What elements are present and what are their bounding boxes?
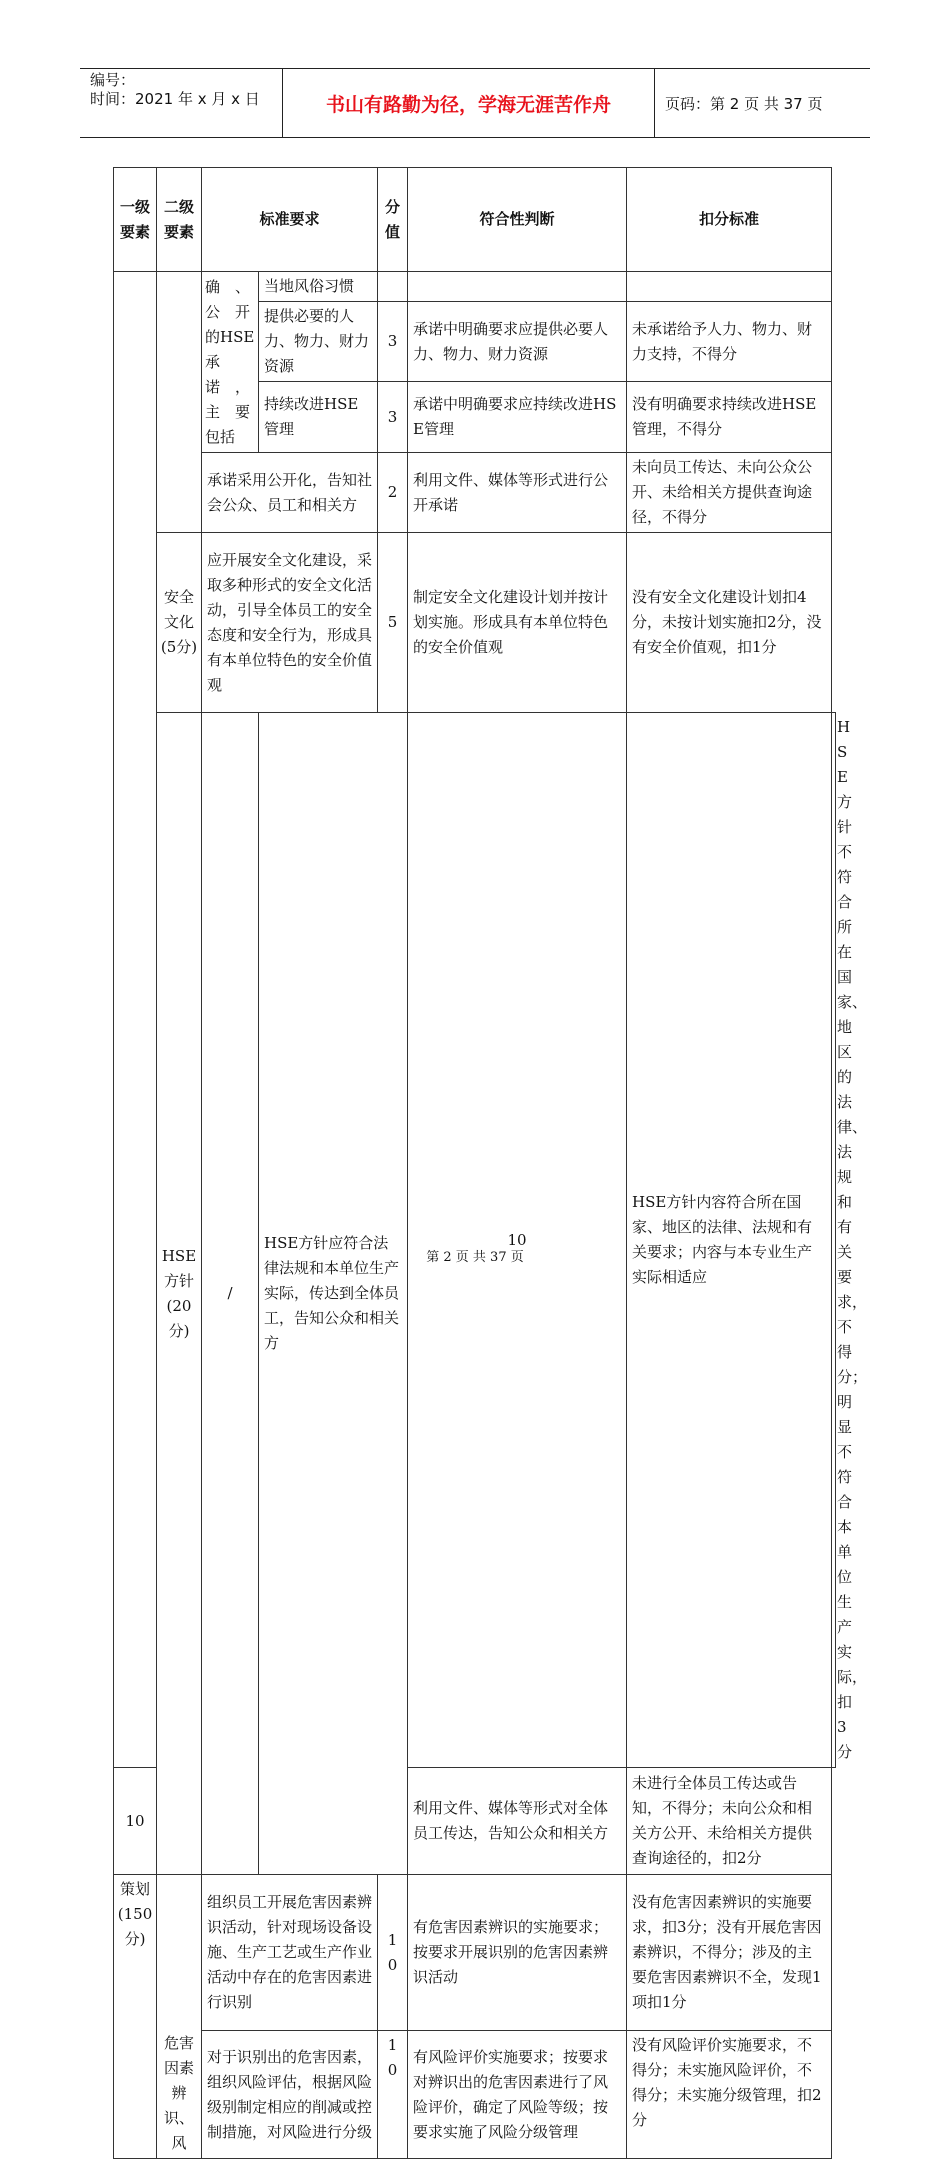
cell-compliance: 利用文件、媒体等形式进行公开承诺 [408, 453, 627, 533]
cell-level2: 危害因素辨识、风 [157, 1875, 202, 2159]
table-row [114, 2031, 836, 2159]
table-header-row [114, 168, 836, 272]
cell-deduction: 未向员工传达、未向公众公开、未给相关方提供查询途径，不得分 [627, 453, 832, 533]
cell-score: 3 [378, 302, 408, 382]
cell-score: 10 [408, 713, 627, 1768]
cell-standard: HSE方针应符合法律法规和本单位生产实际，传达到全体员工，告知公众和相关方 [259, 713, 408, 1875]
date-text: 时间：2021 年 x 月 x 日 [90, 90, 260, 108]
header-level1: 一级要素 [114, 168, 157, 272]
header-page-number: 页码：第 2 页 共 37 页 [665, 94, 823, 113]
cell-compliance: 有危害因素辨识的实施要求；按要求开展识别的危害因素辨识活动 [408, 1875, 627, 2031]
cell-level2: / [202, 713, 259, 1875]
cell-standard: 应开展安全文化建设，采取多种形式的安全文化活动，引导全体员工的安全态度和安全行为，形成具有本单位特色的安全价值观 [202, 533, 378, 713]
cell-deduction: 未进行全体员工传达或告知，不得分；未向公众和相关方公开、未给相关方提供查询途径的，扣2分 [627, 1768, 832, 1875]
header-compliance: 符合性判断 [408, 168, 627, 272]
evaluation-table [113, 167, 868, 2159]
cell-compliance: 承诺中明确要求应持续改进HSE管理 [408, 382, 627, 453]
cell-score-empty [378, 272, 408, 302]
cell-deduction: 没有安全文化建设计划扣4分，未按计划实施扣2分，没有安全价值观，扣1分 [627, 533, 832, 713]
motto: 书山有路勤为径，学海无涯苦作舟 [283, 69, 655, 137]
cell-subgroup: 确 、公 开的HSE承 诺 ，主 要包括 [202, 272, 259, 453]
cell-compliance: 利用文件、媒体等形式对全体员工传达，告知公众和相关方 [408, 1768, 627, 1875]
cell-item: 当地风俗习惯 [259, 272, 378, 302]
cell-standard: 对于识别出的危害因素，组织风险评估，根据风险级别制定相应的削减或控制措施，对风险进行分级 [202, 2031, 378, 2159]
cell-standard: 承诺采用公开化，告知社会公众、员工和相关方 [202, 453, 378, 533]
header-score: 分值 [378, 168, 408, 272]
cell-deduction: 未承诺给予人力、物力、财力支持，不得分 [627, 302, 832, 382]
cell-level1-empty [114, 272, 157, 1768]
header-meta [80, 69, 283, 137]
cell-score: 10 [378, 1875, 408, 2031]
page-header [80, 68, 870, 138]
cell-compliance: 制定安全文化建设计划并按计划实施。形成具有本单位特色的安全价值观 [408, 533, 627, 713]
table-row [114, 713, 836, 1768]
number-label: 编号： [90, 71, 136, 89]
cell-level2: 安全文化(5分) [157, 533, 202, 713]
cell-deduction: 没有明确要求持续改进HSE管理，不得分 [627, 382, 832, 453]
cell-compliance: 承诺中明确要求应提供必要人力、物力、财力资源 [408, 302, 627, 382]
cell-deduction-empty [627, 272, 832, 302]
cell-compliance: 有风险评价实施要求；按要求对辨识出的危害因素进行了风险评价，确定了风险等级；按要求实施了风险分级管理 [408, 2031, 627, 2159]
table-row [114, 1875, 836, 2031]
cell-standard: 组织员工开展危害因素辨识活动，针对现场设备设施、生产工艺或生产作业活动中存在的危害因素进行识别 [202, 1875, 378, 2031]
cell-item: 持续改进HSE管理 [259, 382, 378, 453]
page-footer: 第 2 页 共 37 页 [426, 1250, 524, 1265]
cell-level1: HSE方针(20分) [157, 713, 202, 1875]
cell-item: 提供必要的人力、物力、财力资源 [259, 302, 378, 382]
header-level2: 二级要素 [157, 168, 202, 272]
cell-deduction: 没有危害因素辨识的实施要求，扣3分；没有开展危害因素辨识，不得分；涉及的主要危害因素辨识不全，发现1项扣1分 [627, 1875, 832, 2031]
cell-score: 2 [378, 453, 408, 533]
table-row [114, 533, 836, 713]
table-row [114, 453, 836, 533]
table-row [114, 272, 836, 302]
cell-score: 3 [378, 382, 408, 453]
cell-score: 10 [114, 1768, 157, 1875]
cell-compliance: HSE方针内容符合所在国家、地区的法律、法规和有关要求；内容与本专业生产实际相适应 [627, 713, 832, 1768]
cell-level2-empty [157, 272, 202, 533]
cell-score: 10 [378, 2031, 408, 2159]
cell-level1: 策划(150分) [114, 1875, 157, 2159]
cell-deduction: HSE方针不符合所在国家、地区的法律、法规和有关要求，不得分；明显不符合本单位生产实际，扣3分 [832, 713, 836, 1768]
cell-deduction: 没有风险评价实施要求，不得分；未实施风险评价，不得分；未实施分级管理，扣2分 [627, 2031, 832, 2159]
cell-score: 5 [378, 533, 408, 713]
header-deduction: 扣分标准 [627, 168, 832, 272]
header-standard: 标准要求 [202, 168, 378, 272]
cell-compliance-empty [408, 272, 627, 302]
